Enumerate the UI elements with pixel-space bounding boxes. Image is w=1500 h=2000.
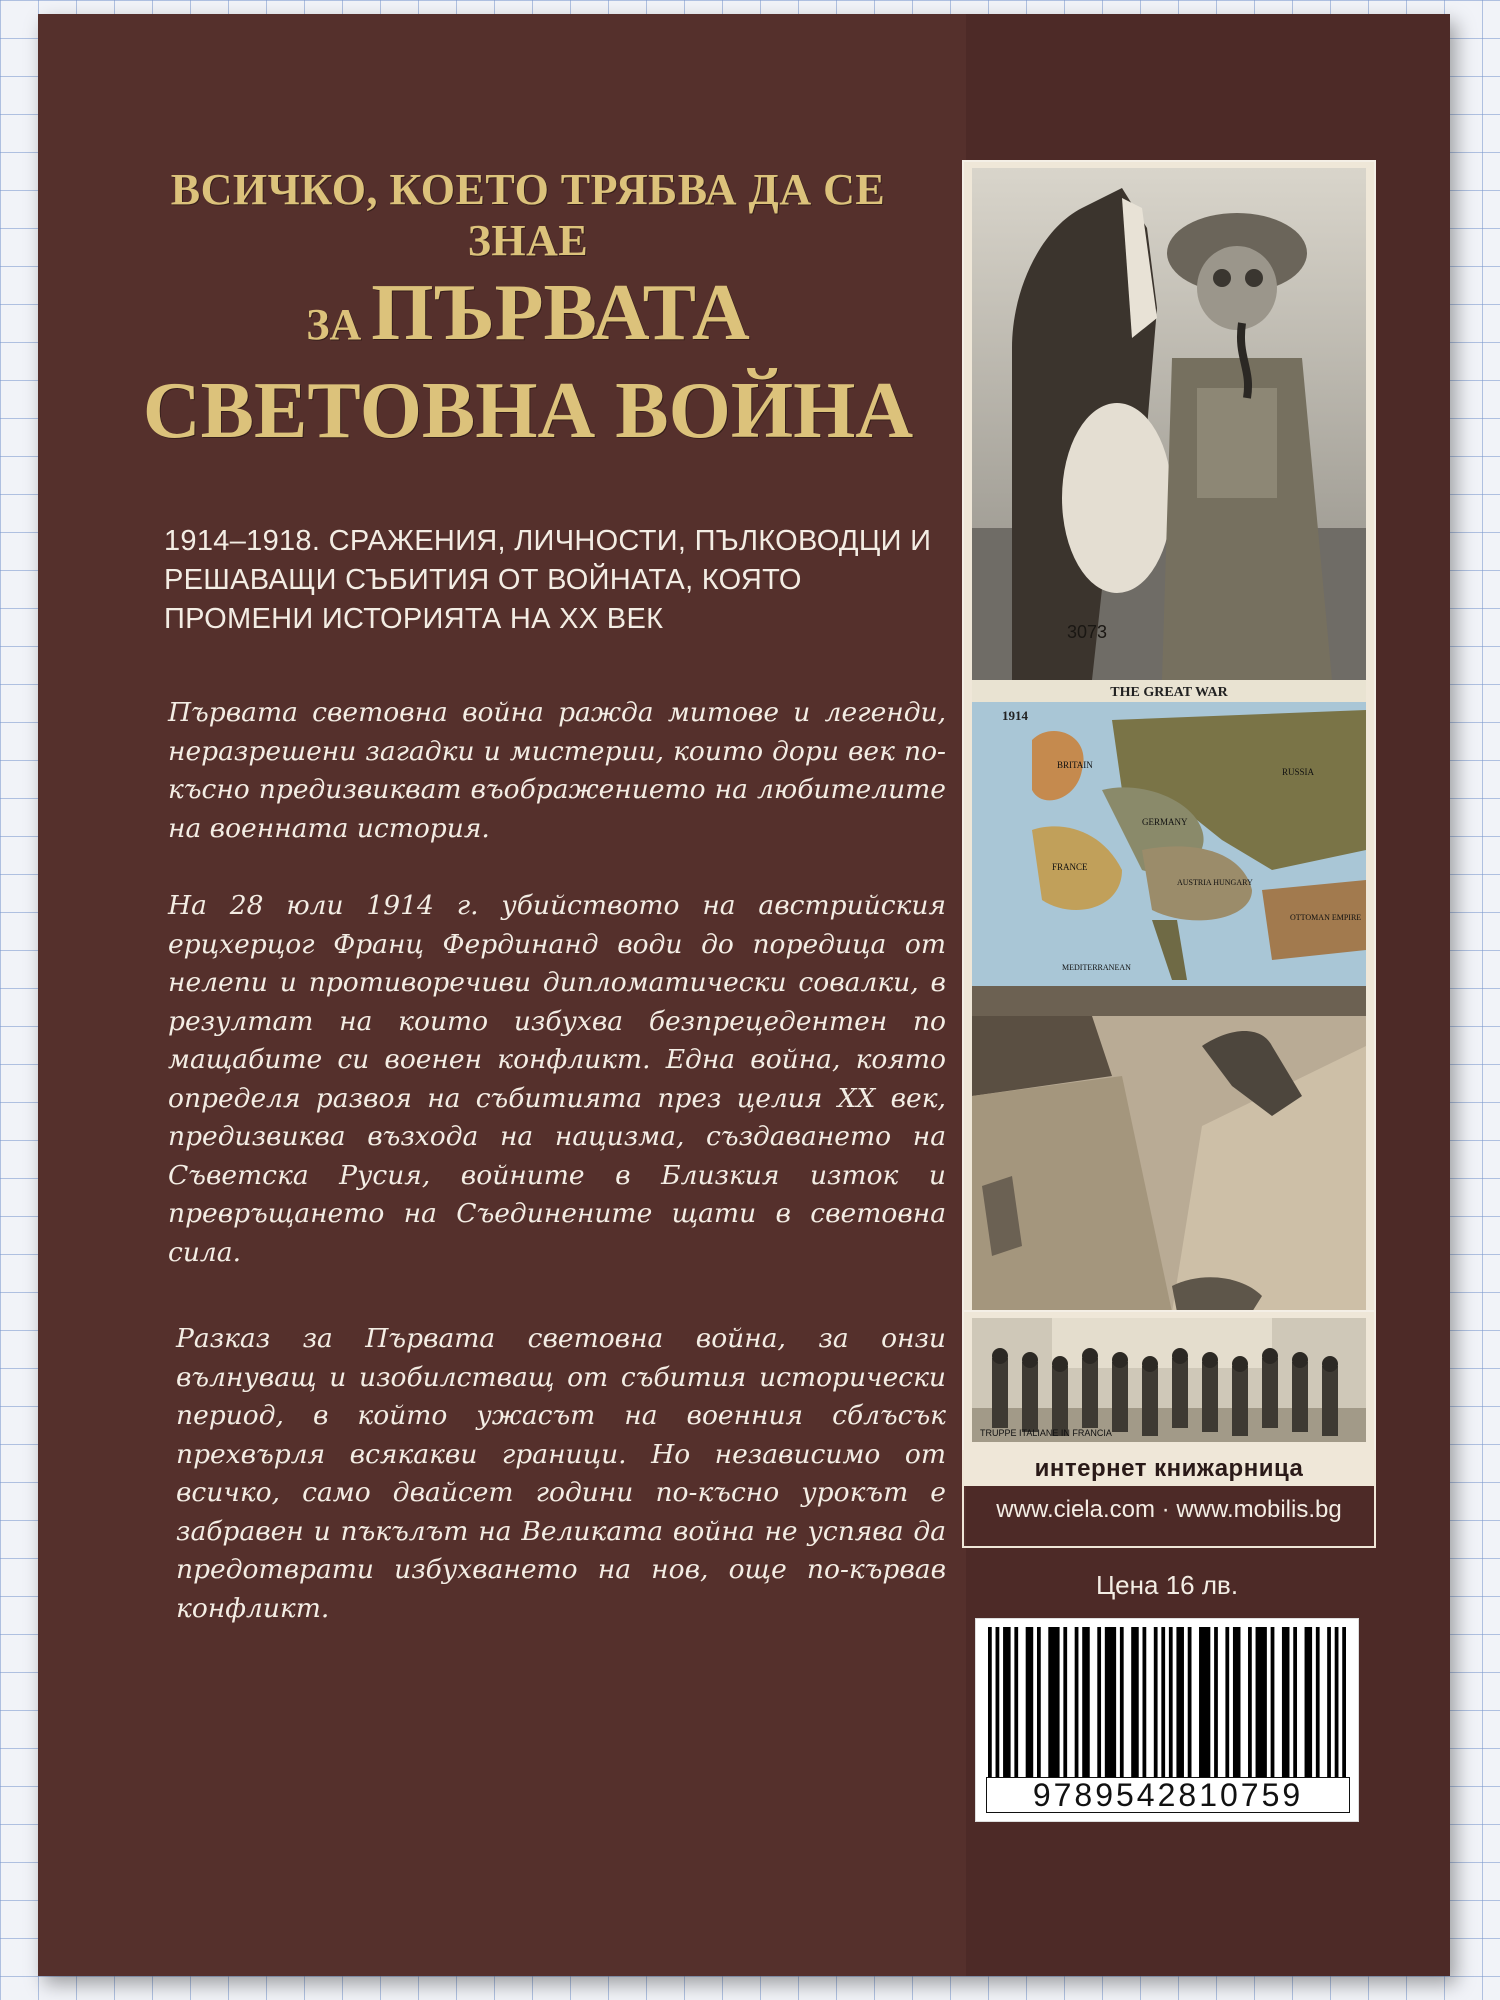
map-label-mediterranean: MEDITERRANEAN (1062, 963, 1131, 972)
map-label-austria: AUSTRIA HUNGARY (1177, 878, 1253, 887)
photo-number-label: 3073 (1067, 622, 1108, 642)
store-info-box (962, 1450, 1376, 1548)
marching-photo-frame (962, 1310, 1376, 1454)
title-line-1: ВСИЧКО, КОЕТО ТРЯБВА ДА СЕ ЗНАЕ (170, 165, 886, 265)
map-header-label: THE GREAT WAR (1110, 685, 1228, 700)
war-map-illustration (972, 680, 1366, 986)
map-label-ottoman: OTTOMAN EMPIRE (1290, 913, 1362, 922)
isbn-barcode (975, 1618, 1359, 1822)
map-label-russia: RUSSIA (1282, 767, 1315, 777)
book-subtitle: 1914–1918. СРАЖЕНИЯ, ЛИЧНОСТИ, ПЪЛКОВОДЦИ И РЕШАВАЩИ СЪБИТИЯ ОТ ВОЙНАТА, КОЯТО ПРОМЕНИ ИСТОРИЯТА НА ХХ ВЕК (164, 525, 932, 635)
marching-soldiers-illustration (972, 1318, 1366, 1442)
description-paragraph-3: Разказ за Първата световна война, за онзи вълнуващ и изобилстващ от събития исторически период, в който ужасът на военния сблъсък прехвърля всякакви граници. Но независимо от всичко, само двайсет години по-късно урокът е забравен и пъкълът на Великата война не успява да предотврати избухването на нов, още по-кървав конфликт. (176, 1323, 946, 1624)
store-label: интернет книжарница (964, 1452, 1374, 1486)
gas-mask-photo (972, 168, 1366, 680)
photo-collage (962, 160, 1376, 1372)
store-urls: www.ciela.com · www.mobilis.bg (996, 1496, 1342, 1523)
barcode-bars (988, 1627, 1346, 1777)
title-line-3: СВЕТОВНА ВОЙНА (142, 367, 914, 455)
marching-photo-caption: TRUPPE ITALIANE IN FRANCIA (980, 1428, 1112, 1438)
description-paragraph-2: На 28 юли 1914 г. убийството на австрийския ерцхерцог Франц Фердинанд води до поредица от нелепи и противоречиви дипломатически совалки, в резултат на които избухва безпрецедентен по мащабите си военен конфликт. Една война, която определя развоя на събитията през целия ХХ век, предизвиква възхода на нацизма, създаването на Съветска Русия, войните в Близкия изток и превръщането на Съединените щати в световна сила. (168, 890, 946, 1268)
trench-photo (972, 986, 1366, 1312)
title-line-2-prefix: ЗА (306, 300, 362, 349)
map-year-label: 1914 (1002, 708, 1028, 723)
isbn-number: 9789542810759 (986, 1777, 1350, 1813)
book-title (118, 164, 938, 454)
map-label-britain: BRITAIN (1057, 760, 1093, 770)
title-line-2 (118, 270, 938, 368)
map-label-germany: GERMANY (1142, 817, 1188, 827)
map-label-france: FRANCE (1052, 862, 1088, 872)
title-line-2-main: ПЪРВАТА (371, 269, 750, 357)
description-paragraph-1: Първата световна война ражда митове и легенди, неразрешени загадки и мистерии, които дори век по-късно предизвикват въображението на любителите на военната история. (168, 697, 946, 844)
price-label: Цена 16 лв. (1095, 1570, 1239, 1600)
